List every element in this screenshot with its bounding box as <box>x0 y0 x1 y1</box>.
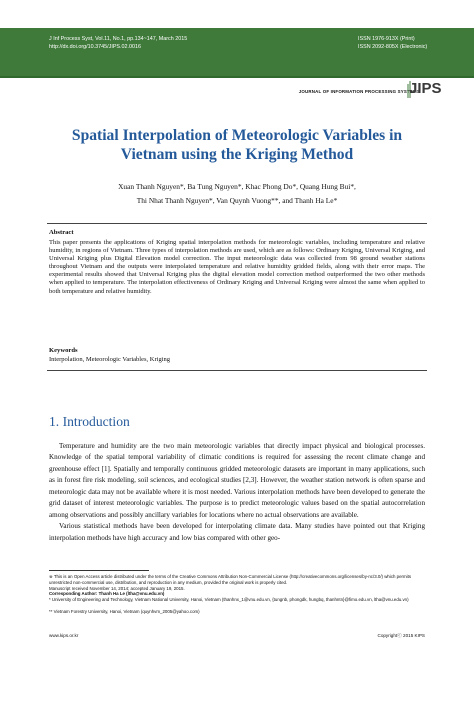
footer-website-link[interactable]: www.kips.or.kr <box>49 633 79 638</box>
license-footnote: ※ This is an Open Access article distributed under the terms of the Creative Commons Attribution Non-Commercial License (http://creativecommons.org/licenses/by-nc/3.0/) which permits unrestricted non-commercial use, distribution, and reproduction in any medium, provided the original work is properly cited. <box>49 574 412 585</box>
section-heading-introduction: 1. Introduction <box>49 414 130 429</box>
abstract-body: This paper presents the applications of Kriging spatial interpolation methods for meteorologic variables, including temperature and relative humidity, in regions of Vietnam. Three types of interpolation methods are used, which are as follows: Ordinary Kriging, Universal Kriging, and Universal Kriging plus Digital Elevation model correction. The input meteorologic data was collected from 98 ground weather stations throughout Vietnam and the outputs were interpolated temperature and relative humidity gridded fields, along with their error maps. The experimental results showed that Universal Kriging plus the digital elevation model correction method outperformed the two other methods when applied to temperature. The interpolation effectiveness of Ordinary Kriging and Universal Kriging were almost the same when applied to both temperature and relative humidity. <box>49 239 425 295</box>
issn-print: ISSN 1976-913X (Print) <box>358 36 415 42</box>
paper-title-line-2: Vietnam using the Kriging Method <box>120 146 354 163</box>
journal-reference: J Inf Process Syst, Vol.11, No.1, pp.134~147, March 2015 <box>49 36 188 42</box>
author-list-line-2: Thi Nhat Thanh Nguyen*, Van Quynh Vuong**, and Thanh Ha Le* <box>136 196 338 205</box>
author-list <box>20 180 454 208</box>
paper-title <box>20 126 454 164</box>
intro-paragraph-2: Various statistical methods have been developed for interpolating climate data. Many studies have pointed out that Kriging interpolation methods have high accuracy and low bias compared with other geo- <box>49 522 425 542</box>
received-footnote: Manuscript received November 14, 2014; accepted January 19, 2015. <box>49 585 185 591</box>
header-stripe <box>0 76 474 88</box>
footer-copyright: Copyrightⓒ 2015 KIPS <box>377 633 425 638</box>
journal-brand: JOURNAL OF INFORMATION PROCESSING SYSTEMS <box>298 89 420 94</box>
abstract-top-rule <box>47 223 427 224</box>
paper-title-line-1: Spatial Interpolation of Meteorologic Variables in <box>71 127 403 144</box>
introduction-text <box>49 441 425 544</box>
jips-logo-text: JIPS <box>409 80 442 97</box>
corresponding-author-footnote: Corresponding Author: Thanh Ha Le (ltha@vnu.edu.vn) <box>49 591 165 596</box>
keywords-body: Interpolation, Meteorologic Variables, Kriging <box>49 356 171 363</box>
abstract-heading: Abstract <box>49 229 74 236</box>
doi-link[interactable]: http://dx.doi.org/10.3745/JIPS.02.0016 <box>49 44 142 50</box>
affiliation-footnote-1: * University of Engineering and Technology, Vietnam National University, Hanoi, Vietnam (thanhnx_1@vnu.edu.vn, {tungnb, phongdk, hungbq, thanhntn}@fimo.edu.vn, ltha@vnu.edu.vn) <box>49 597 409 602</box>
footnote-rule <box>49 570 149 571</box>
abstract-bottom-rule <box>47 370 427 371</box>
intro-paragraph-1: Temperature and humidity are the two main meteorologic variables that directly impact physical and biological processes. Knowledge of the spatial temporal variability of climatic conditions is required for assessing the recent climate change and greenhouse effect [1]. Spatially and temporally continuous gridded meteorologic datasets are important in many applications, such as in forest fire risk modeling, soil sciences, and ecological studies [2,3]. However, the weather station network is often sparse and meteorologic data may not be available where it is most needed. Various interpolation methods have been developed to generate the grid dataset of interest meteorologic variables. The purpose is to predict meteorologic values based on the spatial autocorrelation among observations and possibly ancillary variables for locations where no actual observations are available. <box>49 442 425 519</box>
author-list-line-1: Xuan Thanh Nguyen*, Ba Tung Nguyen*, Khac Phong Do*, Quang Hung Bui*, <box>118 182 356 191</box>
issn-electronic: ISSN 2092-805X (Electronic) <box>358 44 428 50</box>
affiliation-footnote-2: ** Vietnam Forestry University, Hanoi, Vietnam (quynhvm_2005@yahoo.com) <box>49 609 200 614</box>
keywords-heading: Keywords <box>49 347 78 354</box>
